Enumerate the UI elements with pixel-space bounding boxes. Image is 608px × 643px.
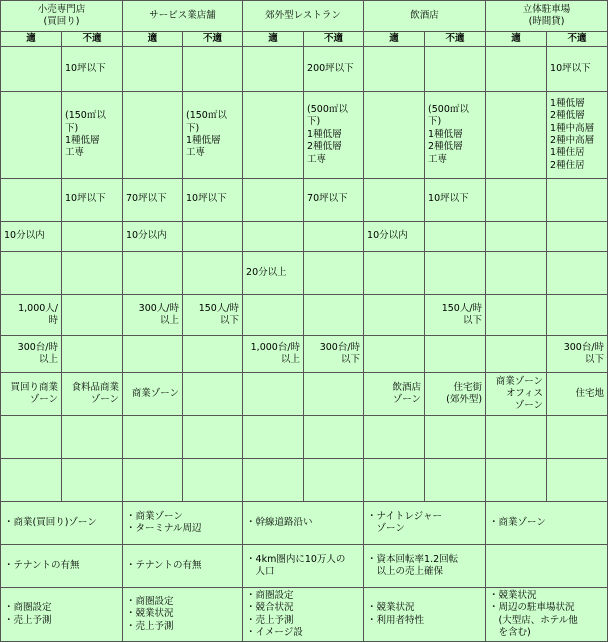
criteria-row	[1, 92, 608, 178]
criteria-cell: 食料品商業 ゾーン	[62, 373, 123, 416]
criteria-cell	[123, 92, 183, 178]
criteria-row	[1, 221, 608, 252]
criteria-cell	[183, 336, 243, 373]
unsuitable-header: 不適	[425, 31, 486, 47]
criteria-cell	[425, 459, 486, 502]
criteria-cell: 300台/時 以下	[304, 336, 364, 373]
criteria-cell	[304, 295, 364, 336]
suitable-header: 適	[243, 31, 304, 47]
criteria-cell	[243, 47, 304, 92]
criteria-cell	[364, 295, 425, 336]
criteria-cell	[62, 295, 123, 336]
criteria-cell: 200坪以下	[304, 47, 364, 92]
criteria-cell	[486, 416, 547, 459]
criteria-row	[1, 178, 608, 221]
header-row	[1, 1, 608, 32]
criteria-cell: (500㎡以下) 1種低層 2種低層 工専	[304, 92, 364, 178]
criteria-cell: 150人/時 以下	[183, 295, 243, 336]
criteria-cell	[1, 459, 62, 502]
suitable-header: 適	[364, 31, 425, 47]
category-header: 郊外型レストラン	[243, 1, 364, 32]
criteria-cell	[183, 459, 243, 502]
summary-cell: ・商圏設定 ・競業状況 ・売上予測	[123, 588, 243, 642]
summary-cell: ・商業(買回り)ゾーン	[1, 502, 123, 545]
criteria-cell	[183, 252, 243, 295]
criteria-cell	[243, 221, 304, 252]
criteria-cell	[547, 252, 608, 295]
criteria-cell	[364, 178, 425, 221]
criteria-cell	[243, 92, 304, 178]
criteria-cell	[425, 221, 486, 252]
criteria-cell	[304, 459, 364, 502]
criteria-cell: 20分以上	[243, 252, 304, 295]
criteria-cell: 住宅街 (郊外型)	[425, 373, 486, 416]
criteria-row	[1, 416, 608, 459]
criteria-cell	[364, 252, 425, 295]
criteria-cell	[304, 373, 364, 416]
summary-cell: ・ナイトレジャー ゾーン	[364, 502, 486, 545]
summary-cell: ・商圏設定 ・競合状況 ・売上予測 ・イメージ設	[243, 588, 364, 642]
category-header: 立体駐車場 (時間貸)	[486, 1, 608, 32]
criteria-cell	[364, 47, 425, 92]
criteria-cell: 10分以内	[1, 221, 62, 252]
criteria-cell	[62, 336, 123, 373]
suitable-header: 適	[123, 31, 183, 47]
criteria-cell	[304, 221, 364, 252]
criteria-cell: 10坪以下	[62, 178, 123, 221]
criteria-cell	[364, 92, 425, 178]
criteria-cell: 70坪以下	[304, 178, 364, 221]
criteria-cell: 70坪以下	[123, 178, 183, 221]
unsuitable-header: 不適	[62, 31, 123, 47]
summary-cell: ・4km圏内に10万人の 人口	[243, 545, 364, 588]
criteria-cell	[1, 92, 62, 178]
summary-cell: ・競業状況 ・周辺の駐車場状況 (大型店、ホテル他 を含む)	[486, 588, 608, 642]
criteria-cell	[547, 295, 608, 336]
criteria-cell	[486, 92, 547, 178]
criteria-cell: (500㎡以下) 1種低層 2種低層 工専	[425, 92, 486, 178]
criteria-cell	[183, 47, 243, 92]
criteria-cell	[123, 459, 183, 502]
category-header: 飲酒店	[364, 1, 486, 32]
criteria-cell: 商業ゾーン	[123, 373, 183, 416]
criteria-cell: 1種低層 2種低層 1種中高層 2種中高層 1種住居 2種住居	[547, 92, 608, 178]
summary-row	[1, 588, 608, 642]
criteria-cell	[425, 47, 486, 92]
criteria-cell: 1,000人/ 時	[1, 295, 62, 336]
summary-cell: ・テナントの有無	[123, 545, 243, 588]
criteria-cell: 10坪以下	[62, 47, 123, 92]
criteria-cell	[62, 459, 123, 502]
summary-cell: ・競業状況 ・利用者特性	[364, 588, 486, 642]
criteria-cell: 買回り商業 ゾーン	[1, 373, 62, 416]
unsuitable-header: 不適	[547, 31, 608, 47]
criteria-cell: 飲酒店 ゾーン	[364, 373, 425, 416]
criteria-cell	[243, 373, 304, 416]
summary-row	[1, 545, 608, 588]
criteria-cell	[62, 221, 123, 252]
criteria-row	[1, 373, 608, 416]
criteria-cell	[486, 459, 547, 502]
unsuitable-header: 不適	[183, 31, 243, 47]
criteria-cell	[486, 47, 547, 92]
criteria-cell	[1, 47, 62, 92]
criteria-cell: 10坪以下	[425, 178, 486, 221]
category-header: サービス業店舗	[123, 1, 243, 32]
criteria-cell	[183, 221, 243, 252]
criteria-cell	[425, 336, 486, 373]
criteria-cell: 10分以内	[364, 221, 425, 252]
criteria-cell	[1, 416, 62, 459]
summary-cell: ・幹線道路沿い	[243, 502, 364, 545]
criteria-cell: 150人/時 以下	[425, 295, 486, 336]
criteria-cell	[547, 221, 608, 252]
criteria-row	[1, 252, 608, 295]
criteria-row	[1, 47, 608, 92]
criteria-cell: 住宅地	[547, 373, 608, 416]
summary-row	[1, 502, 608, 545]
summary-cell: ・資本回転率1.2回転 以上の売上確保	[364, 545, 486, 588]
criteria-cell	[243, 459, 304, 502]
criteria-cell	[486, 252, 547, 295]
summary-cell: ・商業ゾーン ・ターミナル周辺	[123, 502, 243, 545]
criteria-cell: 300台/時 以上	[1, 336, 62, 373]
criteria-cell: 300台/時 以下	[547, 336, 608, 373]
subheader-row	[1, 31, 608, 47]
criteria-cell: 10分以内	[123, 221, 183, 252]
suitable-header: 適	[486, 31, 547, 47]
criteria-cell	[243, 295, 304, 336]
criteria-cell	[123, 416, 183, 459]
criteria-cell	[486, 221, 547, 252]
unsuitable-header: 不適	[304, 31, 364, 47]
criteria-cell	[364, 336, 425, 373]
criteria-cell	[364, 459, 425, 502]
criteria-cell	[486, 336, 547, 373]
criteria-row	[1, 459, 608, 502]
criteria-cell	[304, 416, 364, 459]
criteria-cell: 1,000台/時 以上	[243, 336, 304, 373]
criteria-cell	[1, 178, 62, 221]
criteria-row	[1, 336, 608, 373]
criteria-cell	[123, 252, 183, 295]
criteria-cell: 300人/時 以上	[123, 295, 183, 336]
criteria-cell	[547, 416, 608, 459]
criteria-cell: (150㎡以下) 1種低層 工専	[62, 92, 123, 178]
criteria-cell	[304, 252, 364, 295]
criteria-cell	[547, 178, 608, 221]
category-header: 小売専門店 (買回り)	[1, 1, 123, 32]
criteria-cell	[243, 178, 304, 221]
criteria-cell	[425, 252, 486, 295]
criteria-cell: 商業ゾーン オフィス ゾーン	[486, 373, 547, 416]
summary-cell: ・商圏設定 ・売上予測	[1, 588, 123, 642]
criteria-row	[1, 295, 608, 336]
criteria-cell: (150㎡以下) 1種低層 工専	[183, 92, 243, 178]
criteria-cell	[547, 459, 608, 502]
summary-cell: ・テナントの有無	[1, 545, 123, 588]
suitable-header: 適	[1, 31, 62, 47]
criteria-cell: 10坪以下	[547, 47, 608, 92]
criteria-cell	[243, 416, 304, 459]
summary-cell	[486, 545, 608, 588]
summary-cell: ・商業ゾーン	[486, 502, 608, 545]
criteria-cell	[62, 252, 123, 295]
criteria-cell	[123, 336, 183, 373]
criteria-cell	[486, 178, 547, 221]
criteria-cell	[183, 416, 243, 459]
criteria-cell	[62, 416, 123, 459]
criteria-cell: 10坪以下	[183, 178, 243, 221]
criteria-cell	[364, 416, 425, 459]
criteria-cell	[425, 416, 486, 459]
criteria-cell	[183, 373, 243, 416]
criteria-cell	[486, 295, 547, 336]
criteria-cell	[1, 252, 62, 295]
criteria-cell	[123, 47, 183, 92]
